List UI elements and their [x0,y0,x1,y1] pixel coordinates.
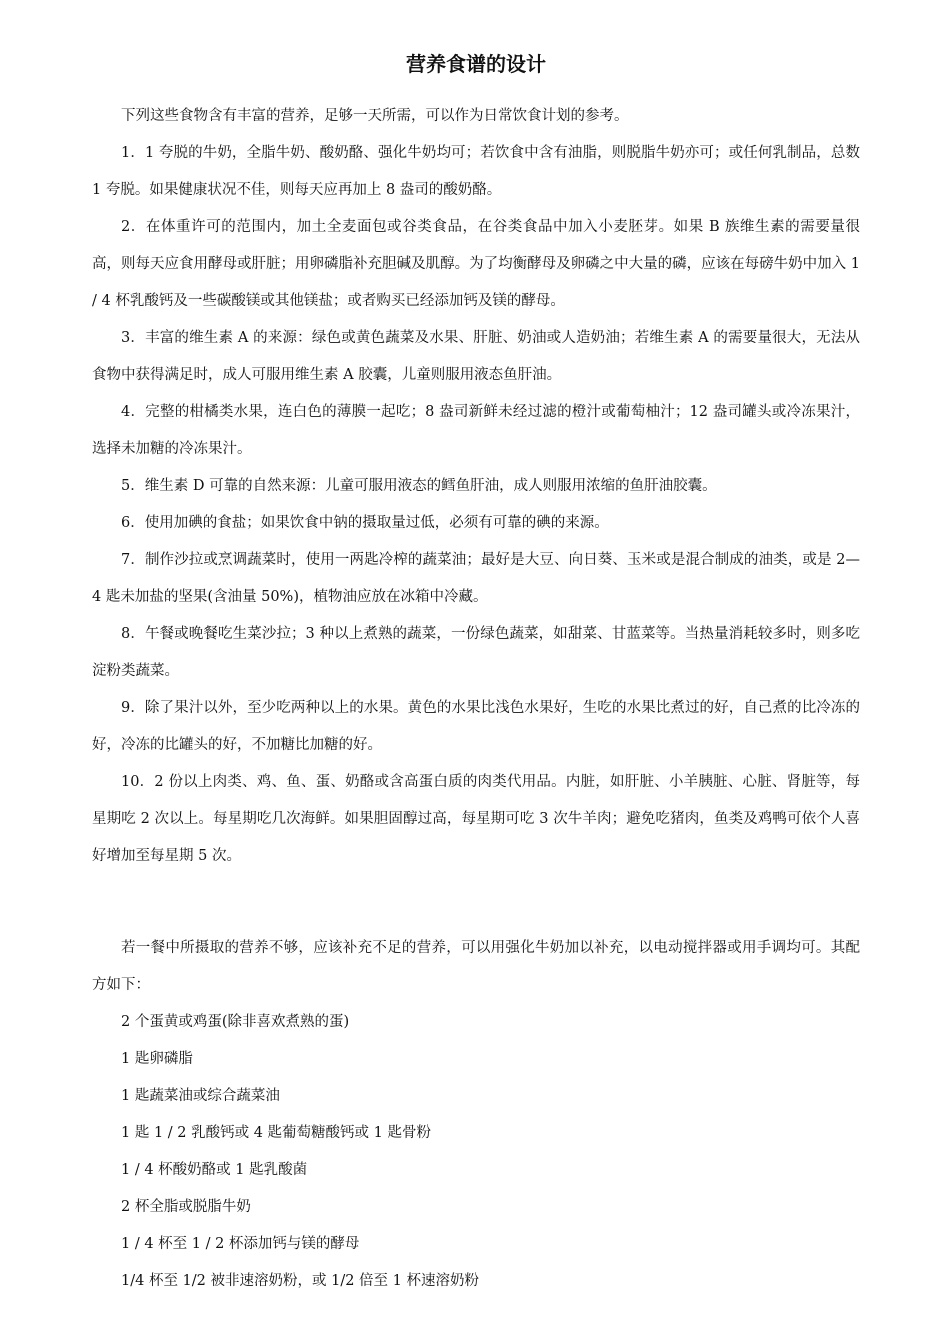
recipe-line: 1 匙蔬菜油或综合蔬菜油 [121,1088,280,1104]
recipe-line: 1 匙卵磷脂 [121,1051,193,1067]
supplement-paragraph: 若一餐中所摄取的营养不够，应该补充不足的营养，可以用强化牛奶加以补充，以电动搅拌器或用手调均可。其配方如下： [92,940,860,993]
page-title: 营养食谱的设计 [406,52,546,76]
recipe-line: 2 个蛋黄或鸡蛋(除非喜欢煮熟的蛋) [121,1014,350,1030]
list-item-5: 5．维生素 D 可靠的自然来源：儿童可服用液态的鳕鱼肝油，成人则服用浓缩的鱼肝油胶囊。 [121,478,717,494]
recipe-line: 1 / 4 杯酸奶酪或 1 匙乳酸菌 [121,1162,308,1178]
list-item-10: 10．2 份以上肉类、鸡、鱼、蛋、奶酪或含高蛋白质的肉类代用品。内脏，如肝脏、小羊胰脏、心脏、肾脏等，每星期吃 2 次以上。每星期吃几次海鲜。如果胆固醇过高，每星期可吃 3 次牛羊肉；避免吃猪肉，鱼类及鸡鸭可依个人喜好增加至每星期 5 次。 [92,774,860,864]
intro-paragraph: 下列这些食物含有丰富的营养，足够一天所需，可以作为日常饮食计划的参考。 [121,108,629,124]
list-item-6: 6．使用加碘的食盐；如果饮食中钠的摄取量过低，必须有可靠的碘的来源。 [121,515,609,531]
list-item-7: 7．制作沙拉或烹调蔬菜时，使用一两匙冷榨的蔬菜油；最好是大豆、向日葵、玉米或是混合制成的油类，或是 2—4 匙未加盐的坚果(含油量 50%)，植物油应放在冰箱中冷藏。 [92,552,860,605]
list-item-4: 4．完整的柑橘类水果，连白色的薄膜一起吃；8 盎司新鲜未经过滤的橙汁或葡萄柚汁；12 盎司罐头或冷冻果汁，选择未加糖的冷冻果汁。 [92,404,860,457]
list-item-8: 8．午餐或晚餐吃生菜沙拉；3 种以上煮熟的蔬菜，一份绿色蔬菜，如甜菜、甘蓝菜等。当热量消耗较多时，则多吃淀粉类蔬菜。 [92,626,860,679]
list-item-2: 2．在体重许可的范围内，加土全麦面包或谷类食品，在谷类食品中加入小麦胚芽。如果 B 族维生素的需要量很高，则每天应食用酵母或肝脏；用卵磷脂补充胆碱及肌醇。为了均衡酵母及卵磷之中大量的磷，应该在每磅牛奶中加入 1 / 4 杯乳酸钙及一些碳酸镁或其他镁盐；或者购买已经添加钙及镁的酵母。 [92,219,860,309]
recipe-line: 1/4 杯至 1/2 被非速溶奶粉，或 1/2 倍至 1 杯速溶奶粉 [121,1273,479,1289]
document-page [92,48,860,1300]
recipe-line: 1 匙 1 / 2 乳酸钙或 4 匙葡萄糖酸钙或 1 匙骨粉 [121,1125,431,1141]
list-item-3: 3．丰富的维生素 A 的来源：绿色或黄色蔬菜及水果、肝脏、奶油或人造奶油；若维生素 A 的需要量很大，无法从食物中获得满足时，成人可服用维生素 A 胶囊，儿童则服用液态鱼肝油。 [92,330,860,383]
list-item-1: 1．1 夸脱的牛奶，全脂牛奶、酸奶酪、强化牛奶均可；若饮食中含有油脂，则脱脂牛奶亦可；或任何乳制品，总数 1 夸脱。如果健康状况不佳，则每天应再加上 8 盎司的酸奶酪。 [92,145,860,198]
recipe-line: 1 / 4 杯至 1 / 2 杯添加钙与镁的酵母 [121,1236,360,1252]
recipe-line: 2 杯全脂或脱脂牛奶 [121,1199,251,1215]
list-item-9: 9．除了果汁以外，至少吃两种以上的水果。黄色的水果比浅色水果好，生吃的水果比煮过的好，自己煮的比冷冻的好，冷冻的比罐头的好，不加糖比加糖的好。 [92,700,860,753]
recipe-list [92,1004,860,1300]
